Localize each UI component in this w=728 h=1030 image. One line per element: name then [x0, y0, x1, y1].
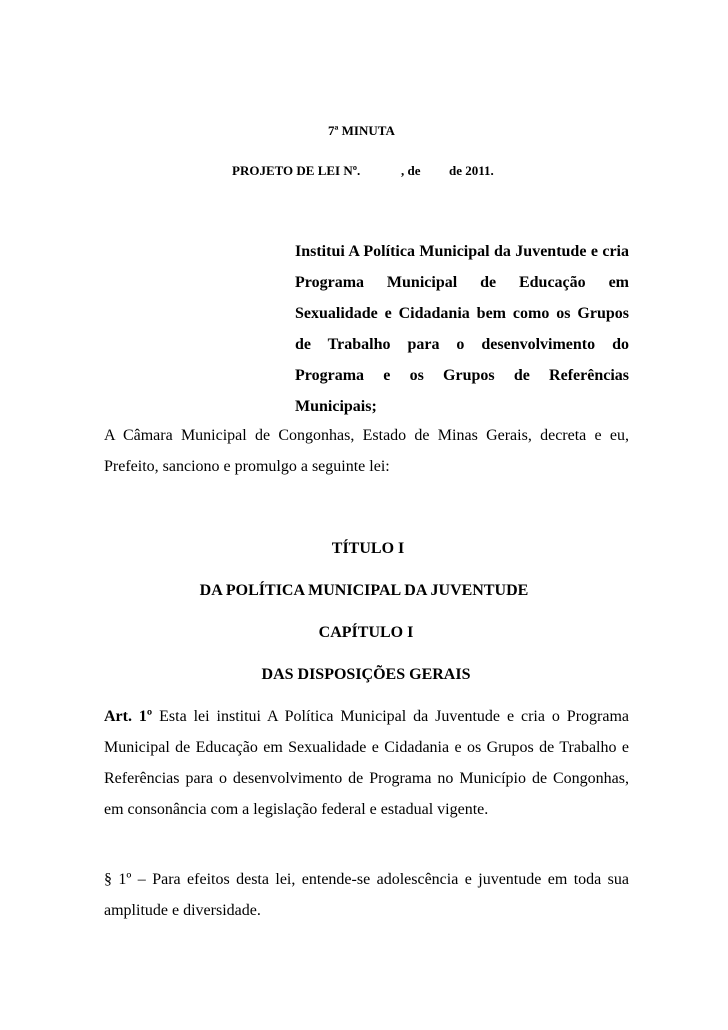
titulo-nome-heading: DA POLÍTICA MUNICIPAL DA JUVENTUDE [199, 582, 529, 599]
artigo-1-label: Art. 1º [104, 708, 153, 725]
artigo-1 [104, 701, 629, 825]
de-label: , de [401, 163, 421, 178]
capitulo-nome-heading: DAS DISPOSIÇÕES GERAIS [261, 666, 471, 683]
titulo-heading: TÍTULO I [331, 540, 405, 557]
minuta-text: 7ª MINUTA [328, 123, 395, 138]
paragrafo-1: § 1º – Para efeitos desta lei, entende-se adolescência e juventude em toda sua amplitude e diversidade. [104, 871, 629, 919]
capitulo-heading: CAPÍTULO I [318, 624, 414, 641]
projeto-label: PROJETO DE LEI Nº. [232, 163, 361, 178]
preambulo: A Câmara Municipal de Congonhas, Estado de Minas Gerais, decreta e eu, Prefeito, sanciono e promulgo a seguinte lei: [104, 427, 629, 475]
ano-label: de 2011. [449, 163, 494, 178]
ementa: Institui A Política Municipal da Juventude e cria Programa Municipal de Educação em Sexualidade e Cidadania bem como os Grupos de Trabalho para o desenvolvimento do Programa e os Grupos de Referências Municipais; [295, 243, 629, 415]
artigo-1-text: Esta lei institui A Política Municipal da Juventude e cria o Programa Municipal de Educação em Sexualidade e Cidadania e os Grupos de Trabalho e Referências para o desenvolvimento de Programa no Município de Congonhas, em consonância com a legislação federal e estadual vigente. [104, 708, 630, 818]
projeto-de-lei-line [232, 163, 494, 179]
